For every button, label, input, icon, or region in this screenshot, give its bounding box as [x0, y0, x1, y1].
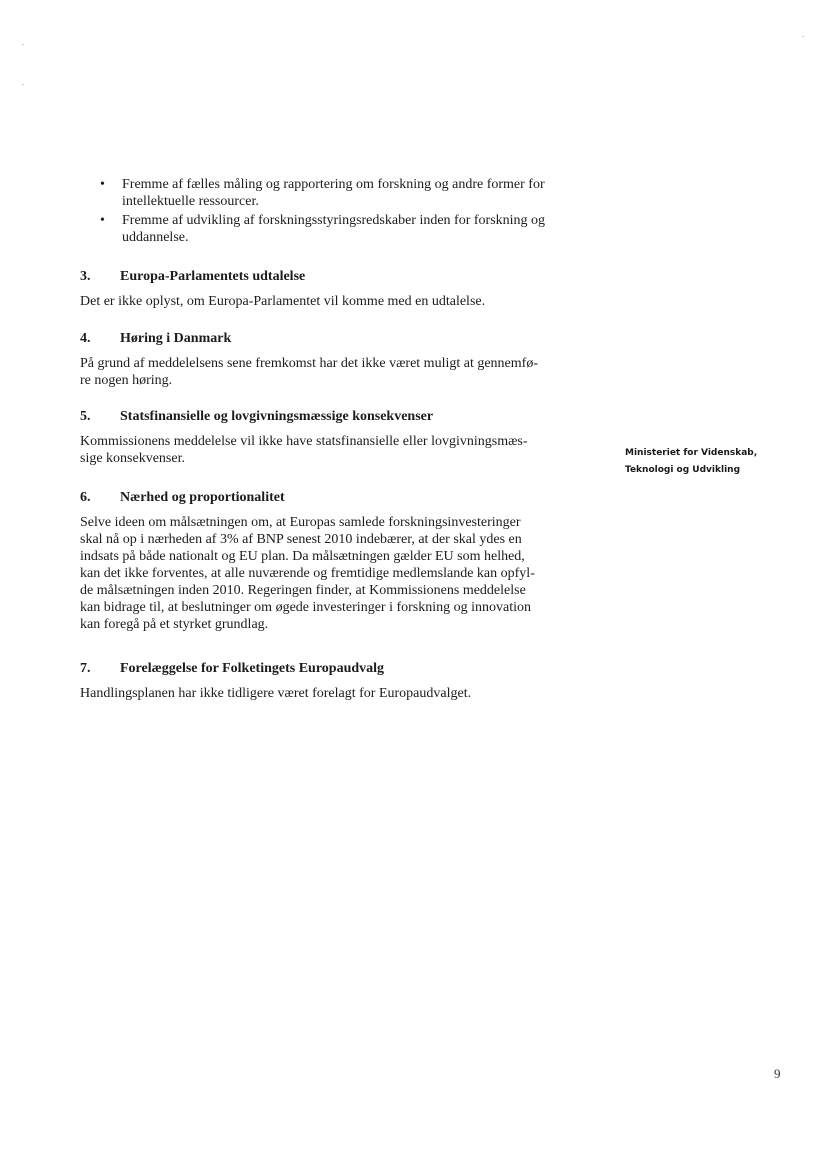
section-title: Statsfinansielle og lovgivningsmæssige konsekvenser: [120, 409, 434, 424]
section-7: [80, 660, 600, 702]
section-number: 3.: [80, 269, 91, 284]
section-title: Europa-Parlamentets udtalelse: [120, 269, 306, 284]
list-item: • Fremme af udvikling af forskningsstyringsredskaber inden for forskning og uddannelse.: [100, 213, 546, 245]
bullet-list: [100, 176, 600, 248]
bullet-icon: •: [100, 177, 105, 192]
ministry-name-line: Ministeriet for Videnskab,: [625, 448, 758, 458]
section-heading: [80, 330, 600, 348]
scan-speck: [802, 36, 804, 37]
section-body: Kommissionens meddelelse vil ikke have statsfinansielle eller lovgivningsmæs- sige konsekvenser.: [80, 434, 528, 466]
section-4: [80, 330, 600, 389]
section-number: 7.: [80, 661, 91, 676]
section-number: 5.: [80, 409, 91, 424]
section-heading: [80, 408, 600, 426]
list-item: • Fremme af fælles måling og rapportering om forskning og andre former for intellektuelle ressourcer.: [100, 177, 545, 209]
ministry-name-line: Teknologi og Udvikling: [625, 465, 741, 475]
section-6: [80, 489, 600, 633]
section-heading: [80, 268, 600, 286]
section-body: Selve ideen om målsætningen om, at Europas samlede forskningsinvesteringer skal nå op i nærheden af 3% af BNP senest 2010 indebærer, at der skal ydes en indsats på både nationalt og EU plan. Da målsætningen gælder EU som helhed, kan det ikke forventes, at alle nuværende og fremtidige medlemslande kan opfyl- de målsætningen inden 2010. Regeringen finder, at Kommissionens meddelelse kan bidrage til, at beslutninger om øgede investeringer i forskning og innovation kan foregå på et styrket grundlag.: [80, 515, 535, 632]
ministry-sidebar: [625, 445, 825, 479]
section-5: [80, 408, 600, 467]
bullet-icon: •: [100, 213, 105, 228]
section-title: Nærhed og proportionalitet: [120, 490, 285, 505]
section-number: 4.: [80, 331, 91, 346]
section-3: [80, 268, 600, 310]
scan-speck: [22, 84, 24, 85]
section-heading: [80, 660, 600, 678]
section-body: Handlingsplanen har ikke tidligere været forelagt for Europaudvalget.: [80, 686, 472, 701]
section-body: Det er ikke oplyst, om Europa-Parlamentet vil komme med en udtalelse.: [80, 294, 486, 309]
section-title: Forelæggelse for Folketingets Europaudvalg: [120, 661, 385, 676]
section-number: 6.: [80, 490, 91, 505]
page-number: 9: [774, 1066, 781, 1081]
section-body: På grund af meddelelsens sene fremkomst har det ikke været muligt at gennemfø- re nogen høring.: [80, 356, 538, 388]
scan-speck: [22, 44, 24, 45]
section-title: Høring i Danmark: [120, 331, 232, 346]
section-heading: [80, 489, 600, 507]
